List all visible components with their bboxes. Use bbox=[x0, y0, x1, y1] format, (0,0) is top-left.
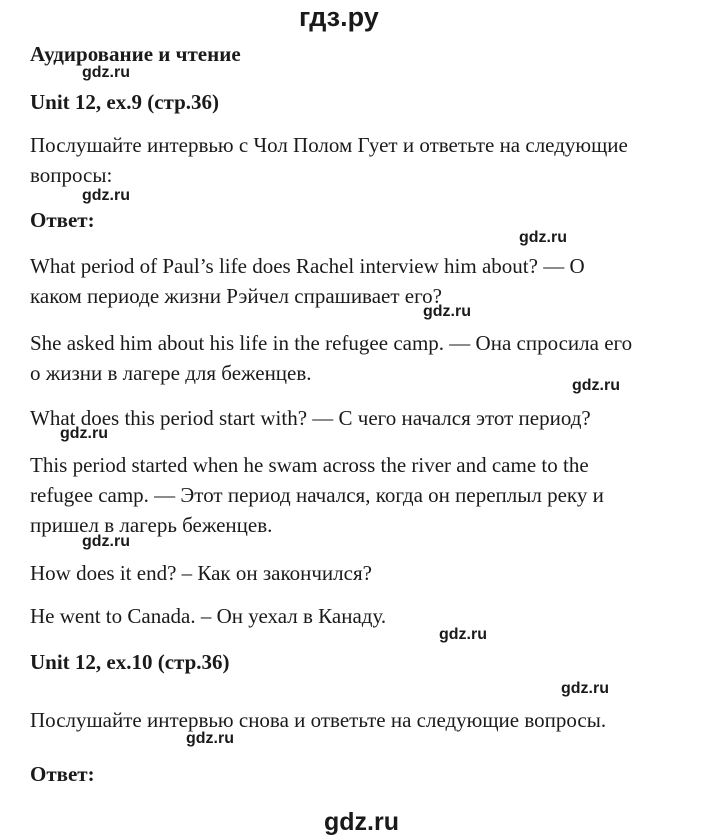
watermark: gdz.ru bbox=[60, 425, 108, 442]
watermark: gdz.ru bbox=[186, 730, 234, 747]
exercise-10-instruction: Послушайте интервью снова и ответьте на следующие вопросы. bbox=[30, 708, 607, 732]
exercise-9-instruction bbox=[30, 130, 628, 190]
qa-item bbox=[30, 328, 632, 388]
qa-item bbox=[30, 450, 604, 540]
watermark: gdz.ru bbox=[82, 187, 130, 204]
qa-line: She asked him about his life in the refugee camp. — Она спросила его bbox=[30, 331, 633, 355]
watermark: gdz.ru bbox=[423, 303, 471, 320]
instruction-line: Послушайте интервью с Чол Полом Гует и ответьте на следующие bbox=[30, 133, 628, 157]
watermark: gdz.ru bbox=[561, 680, 609, 697]
watermark: gdz.ru bbox=[439, 626, 487, 643]
qa-item bbox=[30, 251, 585, 311]
site-title: гдз.ру bbox=[299, 2, 379, 32]
qa-line: How does it end? – Как он закончился? bbox=[30, 561, 372, 585]
watermark: gdz.ru bbox=[82, 533, 130, 550]
qa-item bbox=[30, 601, 386, 631]
qa-line: пришел в лагерь беженцев. bbox=[30, 513, 273, 537]
qa-item bbox=[30, 403, 591, 433]
qa-line: He went to Canada. – Он уехал в Канаду. bbox=[30, 604, 387, 628]
watermark: gdz.ru bbox=[519, 229, 567, 246]
exercise-9-heading: Unit 12, ex.9 (стр.36) bbox=[30, 90, 220, 114]
exercise-10-heading: Unit 12, ex.10 (стр.36) bbox=[30, 650, 230, 674]
section-heading: Аудирование и чтение bbox=[30, 42, 241, 66]
qa-line: о жизни в лагере для беженцев. bbox=[30, 361, 312, 385]
footer-watermark: gdz.ru bbox=[324, 808, 399, 836]
qa-line: What does this period start with? — С чего начался этот период? bbox=[30, 406, 591, 430]
qa-line: This period started when he swam across the river and came to the bbox=[30, 453, 589, 477]
qa-line: What period of Paul’s life does Rachel interview him about? — О bbox=[30, 254, 585, 278]
exercise-10-answer-label: Ответ: bbox=[30, 762, 95, 786]
instruction-line: вопросы: bbox=[30, 163, 113, 187]
watermark: gdz.ru bbox=[572, 377, 620, 394]
exercise-9-answer-label: Ответ: bbox=[30, 208, 95, 232]
qa-line: каком периоде жизни Рэйчел спрашивает его? bbox=[30, 284, 442, 308]
qa-line: refugee camp. — Этот период начался, когда он переплыл реку и bbox=[30, 483, 604, 507]
watermark: gdz.ru bbox=[82, 64, 130, 81]
qa-item bbox=[30, 558, 372, 588]
